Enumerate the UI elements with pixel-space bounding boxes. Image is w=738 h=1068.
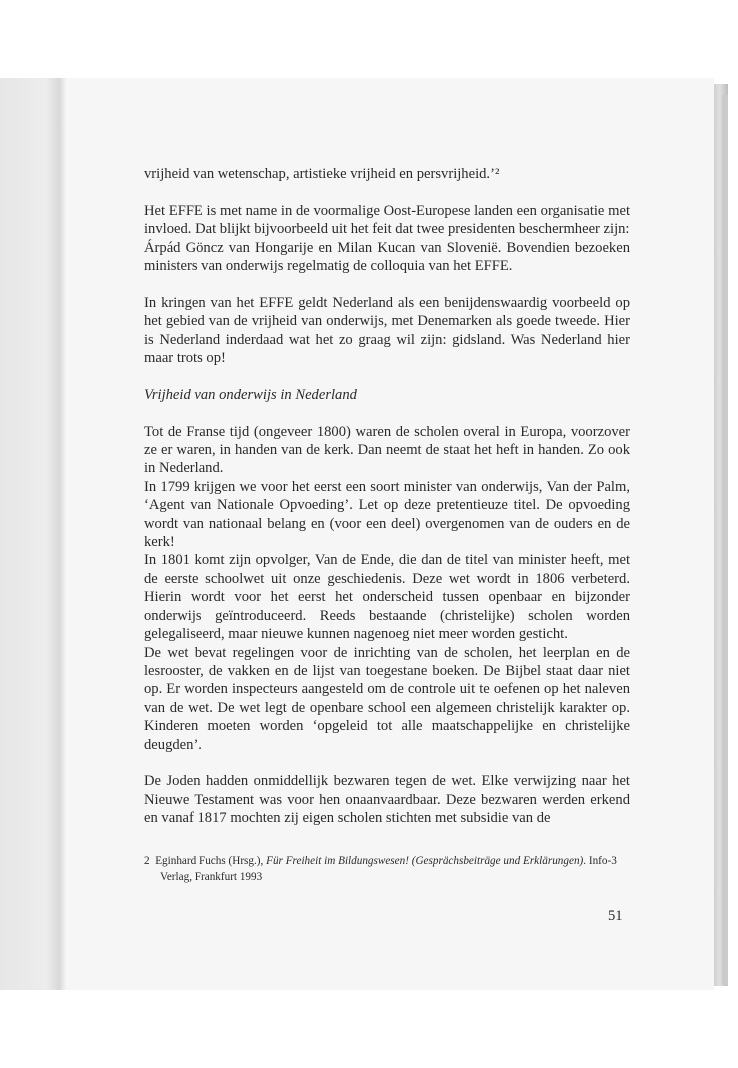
intro-line: vrijheid van wetenschap, artistieke vrijheid en persvrijheid.’² [144, 166, 500, 182]
footnote-number: 2 [144, 855, 150, 867]
footnote [144, 853, 646, 885]
left-page-edge [0, 78, 66, 990]
footnote-rest: . Info-3 Verlag, Frankfurt 1993 [160, 855, 617, 883]
footnote-author: Eginhard Fuchs (Hrsg.), [155, 855, 267, 867]
paragraph: Árpád Göncz van Hongarije en Milan Kucan van Slovenië. Bovendien bezoeken ministers van onderwijs regelmatig de colloquia van het EFFE. [144, 239, 630, 275]
body-text [144, 165, 630, 828]
paragraph: Het EFFE is met name in de voormalige Oost-Europese landen een organisatie met invloed. Dat blijkt bijvoorbeeld uit het feit dat twee presidenten beschermheer zijn: [144, 202, 630, 238]
footnote-title: Für Freiheit im Bildungswesen! (Gesprächsbeiträge und Erklärungen) [266, 855, 584, 867]
right-page-stack [722, 95, 728, 985]
paragraph: Tot de Franse tijd (ongeveer 1800) waren de scholen overal in Europa, voorzover ze er waren, in handen van de kerk. Dan neemt de staat het heft in handen. Zo ook in Nederland. [144, 423, 630, 477]
paragraph: De wet bevat regelingen voor de inrichting van de scholen, het leerplan en de lesrooster, de vakken en de lijst van toegestane boeken. De Bijbel staat daar niet op. Er worden inspecteurs aangesteld om de controle uit te oefenen op het naleven van de wet. De wet legt de openbare school een algemeen christelijk karakter op. Kinderen moeten worden ‘opgeleid tot alle maatschappelijke en christelijke deugden’. [144, 644, 630, 753]
paragraph: In kringen van het EFFE geldt Nederland als een benijdenswaardig voorbeeld op het gebied van de vrijheid van onderwijs, met Denemarken als goede tweede. Hier is Nederland inderdaad wat het zo graag wil zijn: gidsland. Was Nederland hier maar trots op! [144, 294, 630, 367]
paragraph: In 1801 komt zijn opvolger, Van de Ende, die dan de titel van minister heeft, met de eerste schoolwet uit onze geschiedenis. Deze wet wordt in 1806 verbeterd. Hierin wordt voor het eerst het onderscheid tussen openbaar en bijzonder onderwijs geïntroduceerd. Reeds bestaande (christelijke) scholen worden gelegaliseerd, maar nieuwe kunnen nagenoeg niet meer worden gesticht. [144, 552, 630, 643]
paragraph: De Joden hadden onmiddellijk bezwaren tegen de wet. Elke verwijzing naar het Nieuwe Testament was voor hen onaanvaardbaar. Deze bezwaren werden erkend en vanaf 1817 mochten zij eigen scholen stichten met subsidie van de [144, 773, 630, 827]
section-heading: Vrijheid van onderwijs in Nederland [144, 386, 357, 403]
page-number: 51 [608, 908, 623, 924]
paragraph: In 1799 krijgen we voor het eerst een soort minister van onderwijs, Van der Palm, ‘Agent van Nationale Opvoeding’. Let op deze pretentieuze titel. De opvoeding wordt van nationaal belang en (voor een deel) overgenomen van de ouders en de kerk! [144, 478, 630, 551]
